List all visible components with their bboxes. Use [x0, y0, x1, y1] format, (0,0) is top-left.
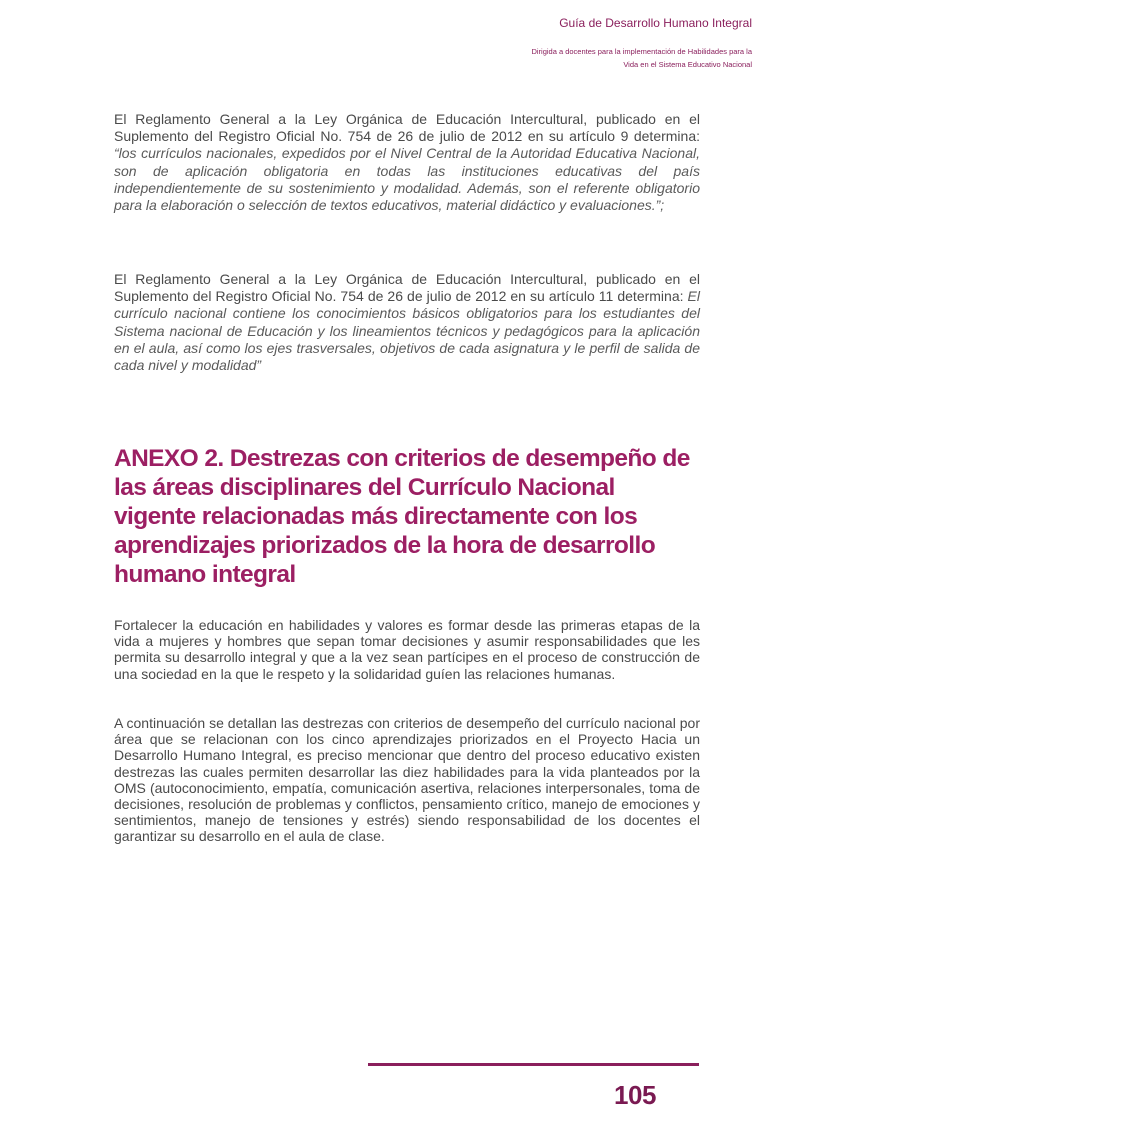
paragraph-intro: El Reglamento General a la Ley Orgánica de Educación Intercultural, publicado en el Suplemento del Registro Oficial No. 754 de 26 de julio de 2012 en su artículo 11 determina: [114, 271, 700, 305]
running-header-subtitle-line2: Vida en el Sistema Educativo Nacional [623, 60, 752, 69]
regulation-article-11-paragraph [114, 271, 700, 374]
body-paragraph-values: Fortalecer la educación en habilidades y valores es formar desde las primeras etapas de la vida a mujeres y hombres que sepan tomar decisiones y asumir responsabilidades que les permita su desarrollo integral y que a la vez sean partícipes en el proceso de construcción de una sociedad en la que le respeto y la solidaridad guíen las relaciones humanas. [114, 617, 700, 682]
page-number: 105 [614, 1080, 656, 1110]
body-paragraph-skills: A continuación se detallan las destrezas con criterios de desempeño del currículo nacional por área que se relacionan con los cinco aprendizajes priorizados en el Proyecto Hacia un Desarrollo Humano Integral, es preciso mencionar que dentro del proceso educativo existen destrezas las cuales permiten desarrollar las diez habilidades para la vida planteados por la OMS (autoconocimiento, empatía, comunicación asertiva, relaciones interpersonales, toma de decisiones, resolución de problemas y conflictos, pensamiento crítico, manejo de emociones y sentimientos, manejo de tensiones y estrés) siendo responsabilidad de los docentes el garantizar su desarrollo en el aula de clase. [114, 715, 700, 845]
paragraph-intro: El Reglamento General a la Ley Orgánica de Educación Intercultural, publicado en el Suplemento del Registro Oficial No. 754 de 26 de julio de 2012 en su artículo 9 determina: [114, 111, 700, 145]
annex-heading: ANEXO 2. Destrezas con criterios de desempeño de las áreas disciplinares del Currículo Nacional vigente relacionadas más directamente con los aprendizajes priorizados de la hora de desarrollo humano integral [114, 445, 690, 588]
footer-divider [368, 1063, 699, 1066]
running-header-subtitle [531, 45, 752, 71]
paragraph-quote: El currículo nacional contiene los conocimientos básicos obligatorios para los estudiantes del Sistema nacional de Educación y los lineamientos técnicos y pedagógicos para la aplicación en el aula, así como los ejes trasversales, objetivos de cada asignatura y le perfil de salida de cada nivel y modalidad” [114, 288, 700, 374]
paragraph-quote: “los currículos nacionales, expedidos por el Nivel Central de la Autoridad Educativa Nacional, son de aplicación obligatoria en todas las instituciones educativas del país independientemente de su sostenimiento y modalidad. Además, son el referente obligatorio para la elaboración o selección de textos educativos, material didáctico y evaluaciones.”; [114, 145, 700, 214]
regulation-article-9-paragraph [114, 111, 700, 214]
running-header-title: Guía de Desarrollo Humano Integral [559, 16, 752, 30]
running-header-subtitle-line1: Dirigida a docentes para la implementación de Habilidades para la [531, 47, 752, 56]
